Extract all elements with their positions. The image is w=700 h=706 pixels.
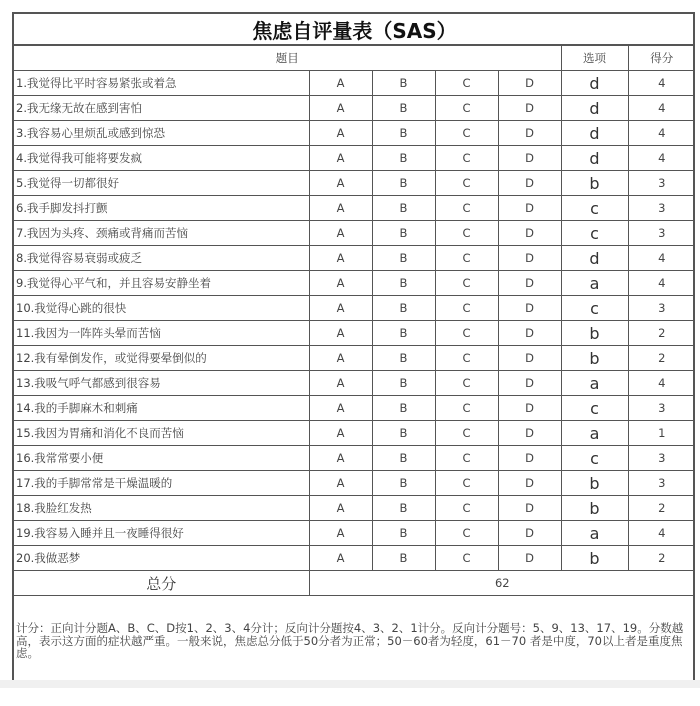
option-a[interactable]: A: [309, 121, 372, 146]
option-a[interactable]: A: [309, 346, 372, 371]
item-score: 2: [628, 496, 695, 521]
table-row: [14, 196, 695, 221]
question-text: 4.我觉得我可能将要发疯: [14, 146, 309, 171]
selected-option: b: [561, 346, 628, 371]
table-row: [14, 346, 695, 371]
item-score: 4: [628, 71, 695, 96]
selected-option: a: [561, 521, 628, 546]
option-a[interactable]: A: [309, 296, 372, 321]
option-d[interactable]: D: [498, 421, 561, 446]
option-c[interactable]: C: [435, 321, 498, 346]
table-row: [14, 71, 695, 96]
option-d[interactable]: D: [498, 96, 561, 121]
selected-option: d: [561, 146, 628, 171]
option-d[interactable]: D: [498, 471, 561, 496]
question-text: 13.我吸气呼气都感到很容易: [14, 371, 309, 396]
option-d[interactable]: D: [498, 171, 561, 196]
selected-option: b: [561, 546, 628, 571]
table-row: [14, 421, 695, 446]
table-row: [14, 271, 695, 296]
item-score: 3: [628, 471, 695, 496]
option-d[interactable]: D: [498, 296, 561, 321]
option-c[interactable]: C: [435, 521, 498, 546]
option-c[interactable]: C: [435, 196, 498, 221]
question-text: 15.我因为胃痛和消化不良而苦恼: [14, 421, 309, 446]
selected-option: a: [561, 421, 628, 446]
option-a[interactable]: A: [309, 171, 372, 196]
option-c[interactable]: C: [435, 246, 498, 271]
option-d[interactable]: D: [498, 146, 561, 171]
table-row: [14, 546, 695, 571]
option-b[interactable]: B: [372, 321, 435, 346]
option-a[interactable]: A: [309, 496, 372, 521]
option-a[interactable]: A: [309, 246, 372, 271]
question-text: 3.我容易心里烦乱或感到惊恐: [14, 121, 309, 146]
option-b[interactable]: B: [372, 196, 435, 221]
option-a[interactable]: A: [309, 221, 372, 246]
option-c[interactable]: C: [435, 396, 498, 421]
page-title: 焦虑自评量表（SAS）: [14, 14, 695, 45]
table-row: [14, 496, 695, 521]
option-b[interactable]: B: [372, 496, 435, 521]
scoring-note: 计分：正向计分题A、B、C、D按1、2、3、4分计；反向计分题按4、3、2、1计分。反向计分题号：5、9、13、17、19。分数越高，表示这方面的症状越严重。一般来说，焦虑总分低于50分者为正常；50－60者为轻度，61－70 者是中度，70以上者是重度焦虑。: [14, 596, 695, 706]
option-a[interactable]: A: [309, 271, 372, 296]
item-score: 4: [628, 521, 695, 546]
option-a[interactable]: A: [309, 471, 372, 496]
option-a[interactable]: A: [309, 521, 372, 546]
table-row: [14, 371, 695, 396]
option-b[interactable]: B: [372, 221, 435, 246]
question-text: 9.我觉得心平气和，并且容易安静坐着: [14, 271, 309, 296]
table-row: [14, 521, 695, 546]
item-score: 3: [628, 296, 695, 321]
selected-option: a: [561, 271, 628, 296]
option-d[interactable]: D: [498, 71, 561, 96]
header-score: 得分: [628, 45, 695, 71]
selected-option: a: [561, 371, 628, 396]
question-text: 7.我因为头疼、颈痛或背痛而苦恼: [14, 221, 309, 246]
option-c[interactable]: C: [435, 71, 498, 96]
option-c[interactable]: C: [435, 471, 498, 496]
table-row: [14, 321, 695, 346]
total-label: 总分: [14, 571, 309, 596]
table-row: [14, 146, 695, 171]
question-text: 10.我觉得心跳的很快: [14, 296, 309, 321]
item-score: 4: [628, 246, 695, 271]
question-text: 18.我脸红发热: [14, 496, 309, 521]
question-text: 17.我的手脚常常是干燥温暖的: [14, 471, 309, 496]
option-c[interactable]: C: [435, 221, 498, 246]
option-c[interactable]: C: [435, 121, 498, 146]
total-row: [14, 571, 695, 596]
option-d[interactable]: D: [498, 271, 561, 296]
selected-option: b: [561, 171, 628, 196]
option-c[interactable]: C: [435, 296, 498, 321]
selected-option: d: [561, 246, 628, 271]
item-score: 2: [628, 546, 695, 571]
selected-option: b: [561, 321, 628, 346]
selected-option: d: [561, 71, 628, 96]
table-row: [14, 246, 695, 271]
option-c[interactable]: C: [435, 546, 498, 571]
option-d[interactable]: D: [498, 221, 561, 246]
option-d[interactable]: D: [498, 546, 561, 571]
item-score: 3: [628, 221, 695, 246]
option-b[interactable]: B: [372, 346, 435, 371]
option-b[interactable]: B: [372, 246, 435, 271]
selected-option: c: [561, 221, 628, 246]
item-score: 4: [628, 371, 695, 396]
selected-option: c: [561, 446, 628, 471]
option-d[interactable]: D: [498, 396, 561, 421]
table-row: [14, 396, 695, 421]
item-score: 4: [628, 271, 695, 296]
option-c[interactable]: C: [435, 371, 498, 396]
option-d[interactable]: D: [498, 321, 561, 346]
option-b[interactable]: B: [372, 471, 435, 496]
option-c[interactable]: C: [435, 421, 498, 446]
option-d[interactable]: D: [498, 121, 561, 146]
option-b[interactable]: B: [372, 271, 435, 296]
header-question: 题目: [14, 45, 561, 71]
table-row: [14, 221, 695, 246]
option-d[interactable]: D: [498, 446, 561, 471]
option-a[interactable]: A: [309, 96, 372, 121]
item-score: 4: [628, 146, 695, 171]
selected-option: c: [561, 196, 628, 221]
option-b[interactable]: B: [372, 296, 435, 321]
option-b[interactable]: B: [372, 96, 435, 121]
option-a[interactable]: A: [309, 321, 372, 346]
item-score: 4: [628, 96, 695, 121]
selected-option: b: [561, 471, 628, 496]
option-c[interactable]: C: [435, 271, 498, 296]
option-b[interactable]: B: [372, 371, 435, 396]
item-score: 2: [628, 346, 695, 371]
question-text: 6.我手脚发抖打颤: [14, 196, 309, 221]
option-a[interactable]: A: [309, 371, 372, 396]
item-score: 2: [628, 321, 695, 346]
selected-option: d: [561, 121, 628, 146]
table-row: [14, 171, 695, 196]
option-d[interactable]: D: [498, 246, 561, 271]
selected-option: c: [561, 296, 628, 321]
sas-form-sheet: [12, 12, 695, 680]
item-score: 3: [628, 396, 695, 421]
selected-option: d: [561, 96, 628, 121]
table-row: [14, 446, 695, 471]
note-row: [14, 596, 695, 706]
question-text: 16.我常常要小便: [14, 446, 309, 471]
selected-option: c: [561, 396, 628, 421]
item-score: 1: [628, 421, 695, 446]
question-text: 1.我觉得比平时容易紧张或着急: [14, 71, 309, 96]
question-text: 12.我有晕倒发作，或觉得要晕倒似的: [14, 346, 309, 371]
option-d[interactable]: D: [498, 196, 561, 221]
option-c[interactable]: C: [435, 496, 498, 521]
bottom-margin: [0, 680, 700, 688]
question-text: 2.我无缘无故在感到害怕: [14, 96, 309, 121]
question-text: 20.我做恶梦: [14, 546, 309, 571]
question-text: 19.我容易入睡并且一夜睡得很好: [14, 521, 309, 546]
selected-option: b: [561, 496, 628, 521]
option-b[interactable]: B: [372, 546, 435, 571]
option-b[interactable]: B: [372, 171, 435, 196]
header-row: [14, 45, 695, 71]
title-row: [14, 14, 695, 45]
option-b[interactable]: B: [372, 146, 435, 171]
option-a[interactable]: A: [309, 421, 372, 446]
option-c[interactable]: C: [435, 446, 498, 471]
option-d[interactable]: D: [498, 521, 561, 546]
table-row: [14, 296, 695, 321]
item-score: 3: [628, 446, 695, 471]
option-d[interactable]: D: [498, 371, 561, 396]
item-score: 3: [628, 196, 695, 221]
question-text: 8.我觉得容易衰弱或疲乏: [14, 246, 309, 271]
table-row: [14, 471, 695, 496]
option-a[interactable]: A: [309, 146, 372, 171]
option-b[interactable]: B: [372, 71, 435, 96]
item-score: 3: [628, 171, 695, 196]
option-d[interactable]: D: [498, 496, 561, 521]
option-c[interactable]: C: [435, 96, 498, 121]
option-c[interactable]: C: [435, 146, 498, 171]
question-text: 11.我因为一阵阵头晕而苦恼: [14, 321, 309, 346]
option-a[interactable]: A: [309, 446, 372, 471]
option-a[interactable]: A: [309, 396, 372, 421]
option-c[interactable]: C: [435, 346, 498, 371]
total-score: 62: [309, 571, 695, 596]
option-b[interactable]: B: [372, 396, 435, 421]
sas-table: [14, 14, 695, 706]
option-d[interactable]: D: [498, 346, 561, 371]
option-a[interactable]: A: [309, 196, 372, 221]
option-b[interactable]: B: [372, 121, 435, 146]
option-a[interactable]: A: [309, 546, 372, 571]
table-row: [14, 121, 695, 146]
option-b[interactable]: B: [372, 446, 435, 471]
table-row: [14, 96, 695, 121]
option-c[interactable]: C: [435, 171, 498, 196]
header-selected: 选项: [561, 45, 628, 71]
question-text: 14.我的手脚麻木和刺痛: [14, 396, 309, 421]
item-score: 4: [628, 121, 695, 146]
question-text: 5.我觉得一切都很好: [14, 171, 309, 196]
option-b[interactable]: B: [372, 521, 435, 546]
option-b[interactable]: B: [372, 421, 435, 446]
option-a[interactable]: A: [309, 71, 372, 96]
